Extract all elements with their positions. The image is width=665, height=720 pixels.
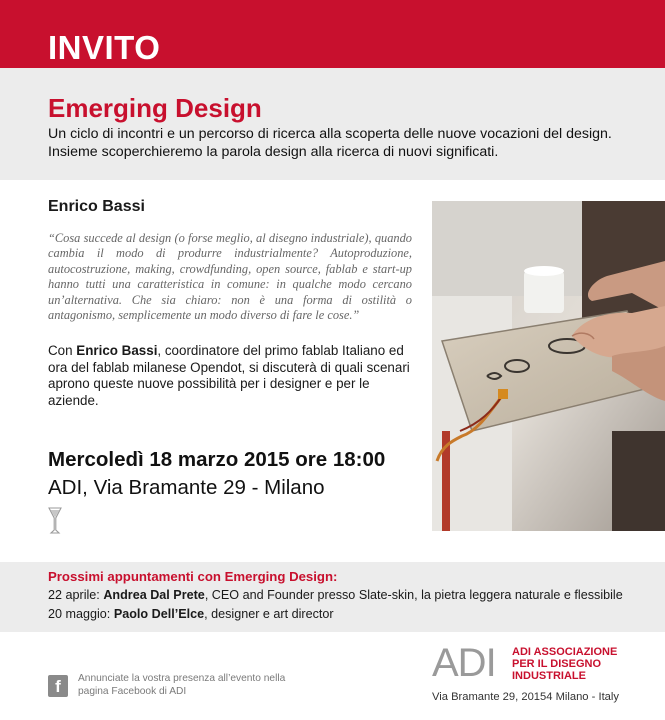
next-event-speaker: Paolo Dell’Elce: [113, 607, 205, 621]
adi-address: Via Bramante 29, 20154 Milano - Italy: [432, 691, 619, 703]
adi-full-name: ADI ASSOCIAZIONE PER IL DISEGNO INDUSTRIALE: [512, 646, 618, 682]
body-suffix: , coordinatore del primo fablab Italiano ed ora del fablab milanese Opendot, si discuterà di quali scenari aprono queste nuove possibilità per i designer e per le aziende.: [48, 343, 410, 408]
next-events-band: [0, 562, 665, 632]
facebook-icon[interactable]: f: [48, 675, 68, 697]
next-event-detail: , designer e art director: [204, 607, 334, 621]
intro-band: [0, 68, 665, 180]
body-prefix: Con: [48, 343, 77, 358]
series-heading: Emerging Design: [48, 93, 262, 123]
speaker-name: Enrico Bassi: [48, 198, 145, 215]
invite-title: INVITO: [48, 29, 161, 66]
next-events-title: Prossimi appuntamenti con Emerging Design:: [48, 569, 338, 584]
next-event-date: 22 aprile:: [48, 588, 100, 602]
event-place: ADI, Via Bramante 29 - Milano: [48, 476, 325, 499]
facebook-text: Annunciate la vostra presenza all’evento nella pagina Facebook di ADI: [78, 673, 286, 697]
speaker-quote: “Cosa succede al design (o forse meglio, al disegno industriale), quando cambia il modo di produrre industrialmente? Autoproduzione, autocostruzione, making, crowdfunding, open source, fablab e start-up hanno tutti una caratteristica in comune: in qualche modo cercano un’alternativa. Che sia chiaro: non è una forma di ostilità o antagonismo, semplicemente un modo diverso di fare le cose.”: [48, 231, 412, 323]
event-photo: [432, 201, 665, 531]
next-event-row: [48, 588, 623, 602]
next-event-detail: , CEO and Founder presso Slate-skin, la pietra leggera naturale e flessibile: [204, 588, 623, 602]
next-event-row: [48, 607, 334, 621]
event-date: Mercoledì 18 marzo 2015 ore 18:00: [48, 448, 386, 471]
body-speaker-name: Enrico Bassi: [76, 343, 158, 358]
speaker-description: [48, 343, 418, 409]
series-description: Un ciclo di incontri e un percorso di ricerca alla scoperta delle nuove vocazioni del design. Insieme scoperchieremo la parola design alla ricerca di nuovi significati.: [48, 126, 612, 160]
header-bar: [0, 0, 665, 68]
next-event-speaker: Andrea Dal Prete: [103, 588, 205, 602]
adi-logo: ADI: [432, 641, 496, 685]
wine-glass-icon: [48, 507, 62, 535]
next-event-date: 20 maggio:: [48, 607, 111, 621]
